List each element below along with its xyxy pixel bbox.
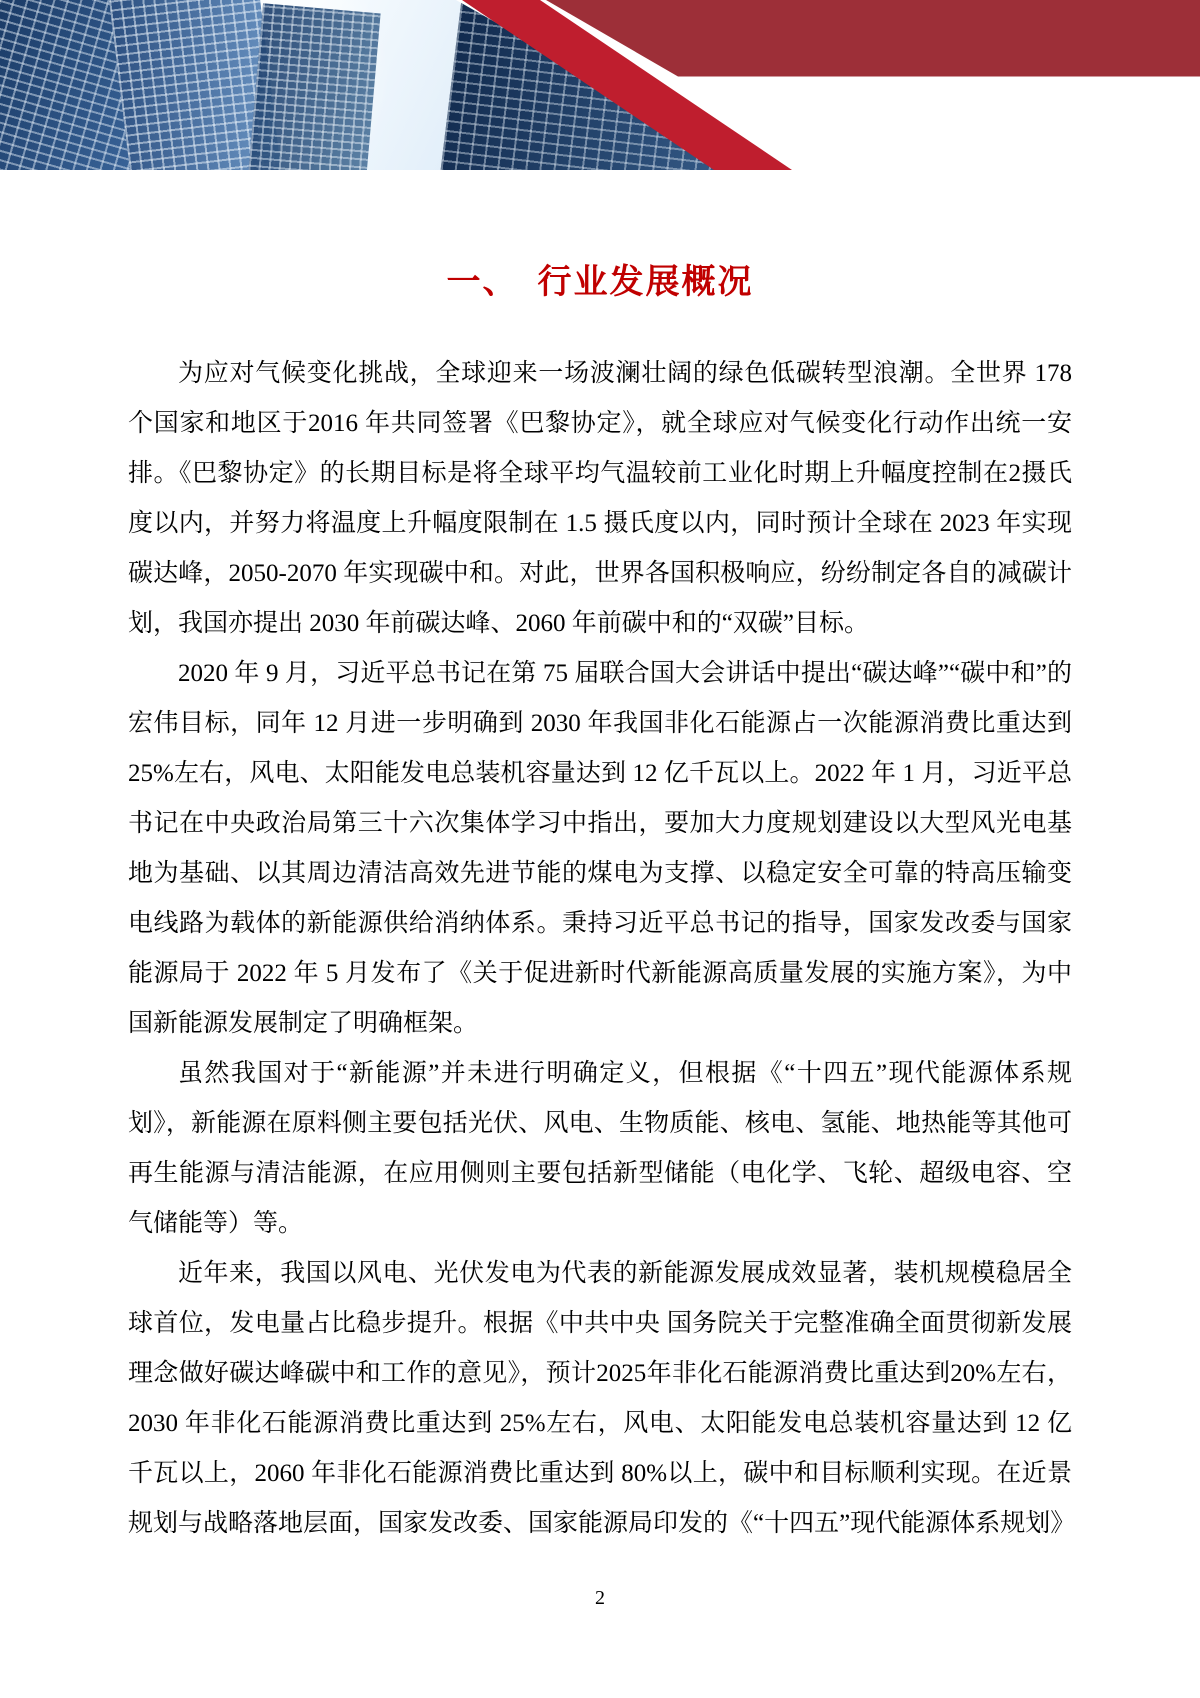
header-banner xyxy=(0,0,1200,170)
page-number: 2 xyxy=(595,1587,605,1609)
body-text xyxy=(128,349,1076,1549)
paragraph: 近年来，我国以风电、光伏发电为代表的新能源发展成效显著，装机规模稳居全球首位，发电量占比稳步提升。根据《中共中央 国务院关于完整准确全面贯彻新发展理念做好碳达峰碳中和工作的意见》，预计2025年非化石能源消费比重达到20%左右，2030 年非化石能源消费比重达到 25%左右，风电、太阳能发电总装机容量达到 12 亿千瓦以上，2060 年非化石能源消费比重达到 80%以上，碳中和目标顺利实现。在近景规划与战略落地层面，国家发改委、国家能源局印发的《“十四五”现代能源体系规划》 xyxy=(128,1260,1076,1537)
page-title: 一、 行业发展概况 xyxy=(446,263,754,301)
paragraph: 为应对气候变化挑战，全球迎来一场波澜壮阔的绿色低碳转型浪潮。全世界 178 个国家和地区于2016 年共同签署《巴黎协定》，就全球应对气候变化行动作出统一安排。《巴黎协定》的长期目标是将全球平均气温较前工业化时期上升幅度控制在2摄氏度以内，并努力将温度上升幅度限制在 1.5 摄氏度以内，同时预计全球在 2023 年实现碳达峰，2050-2070 年实现碳中和。对此，世界各国积极响应，纷纷制定各自的减碳计划，我国亦提出 2030 年前碳达峰、2060 年前碳中和的“双碳”目标。 xyxy=(128,360,1072,637)
paragraph: 2020 年 9 月，习近平总书记在第 75 届联合国大会讲话中提出“碳达峰”“碳中和”的宏伟目标，同年 12 月进一步明确到 2030 年我国非化石能源占一次能源消费比重达到25%左右，风电、太阳能发电总装机容量达到 12 亿千瓦以上。2022 年 1 月，习近平总书记在中央政治局第三十六次集体学习中指出，要加大力度规划建设以大型风光电基地为基础、以其周边清洁高效先进节能的煤电为支撑、以稳定安全可靠的特高压输变电线路为载体的新能源供给消纳体系。秉持习近平总书记的指导，国家发改委与国家能源局于 2022 年 5 月发布了《关于促进新时代新能源高质量发展的实施方案》，为中国新能源发展制定了明确框架。 xyxy=(128,660,1072,1037)
paragraph: 虽然我国对于“新能源”并未进行明确定义，但根据《“十四五”现代能源体系规划》，新能源在原料侧主要包括光伏、风电、生物质能、核电、氢能、地热能等其他可再生能源与清洁能源，在应用侧则主要包括新型储能（电化学、飞轮、超级电容、空气储能等）等。 xyxy=(128,1060,1072,1237)
building-center-icon xyxy=(247,3,380,170)
page-content xyxy=(0,254,1200,1549)
